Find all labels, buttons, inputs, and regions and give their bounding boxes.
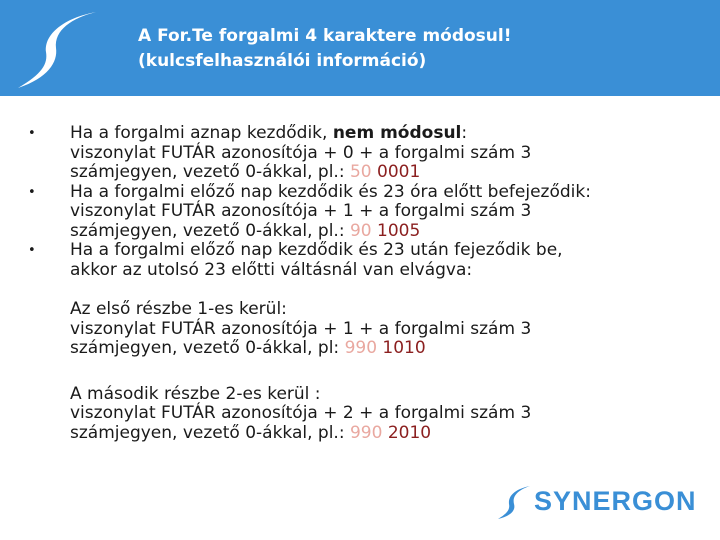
synergon-s-logo xyxy=(496,484,532,520)
bullet-line: viszonylat FUTÁR azonosítója + 0 + a forgalmi szám 3 xyxy=(70,142,532,163)
title-line-2: (kulcsfelhasználói információ) xyxy=(138,51,427,71)
bullet-list xyxy=(28,124,700,280)
bullet-line: akkor az utolsó 23 előtti váltásnál van elvágva: xyxy=(70,259,473,280)
block-line xyxy=(70,424,700,444)
block-text: számjegyen, vezető 0-ákkal, pl: xyxy=(70,338,345,358)
bullet-item xyxy=(28,124,700,183)
bullet-text: számjegyen, vezető 0-ákkal, pl.: xyxy=(70,220,350,241)
synergon-logo xyxy=(496,484,697,520)
bullet-bold-text: nem módosul xyxy=(332,123,462,143)
example-suffix: 0001 xyxy=(377,162,421,182)
bullet-line: Ha a forgalmi előző nap kezdődik és 23 óra előtt befejeződik: xyxy=(70,181,591,202)
page-title xyxy=(138,24,512,74)
sub-block xyxy=(28,300,700,359)
example-prefix: 50 xyxy=(349,162,372,182)
block-line xyxy=(70,339,700,359)
bullet-line: Ha a forgalmi előző nap kezdődik és 23 után fejeződik be, xyxy=(70,240,563,260)
bullet-line: viszonylat FUTÁR azonosítója + 1 + a forgalmi szám 3 xyxy=(70,201,532,221)
block-text: számjegyen, vezető 0-ákkal, pl.: xyxy=(70,422,350,443)
sub-block xyxy=(28,385,700,444)
example-suffix: 1005 xyxy=(377,220,421,241)
bullet-dot-icon: • xyxy=(28,184,36,200)
bullet-item xyxy=(28,183,700,242)
example-suffix: 2010 xyxy=(387,422,432,443)
title-banner xyxy=(0,0,720,96)
bullet-dot-icon: • xyxy=(28,243,36,258)
example-suffix: 1010 xyxy=(382,338,426,358)
block-line: Az első részbe 1-es kerül: xyxy=(70,299,287,319)
example-prefix: 90 xyxy=(349,220,372,241)
slide-body xyxy=(28,124,700,443)
bullet-text: Ha a forgalmi aznap kezdődik, xyxy=(70,123,333,143)
bullet-line xyxy=(70,163,700,183)
brand-name: SYNERGON xyxy=(534,486,697,516)
block-line: viszonylat FUTÁR azonosítója + 1 + a forgalmi szám 3 xyxy=(70,318,532,339)
bullet-line xyxy=(70,222,700,242)
bullet-dot-icon: • xyxy=(28,126,36,141)
title-line-1: A For.Te forgalmi 4 karaktere módosul! xyxy=(138,26,512,46)
s-swoosh-logo xyxy=(12,8,102,90)
example-prefix: 990 xyxy=(344,338,378,358)
block-line: A második részbe 2-es kerül : xyxy=(70,383,321,404)
bullet-line xyxy=(70,124,700,144)
block-line: viszonylat FUTÁR azonosítója + 2 + a forgalmi szám 3 xyxy=(70,403,532,423)
bullet-text: számjegyen, vezető 0-ákkal, pl.: xyxy=(70,162,350,182)
bullet-item xyxy=(28,241,700,280)
example-prefix: 990 xyxy=(349,422,383,443)
bullet-text: : xyxy=(461,123,468,143)
